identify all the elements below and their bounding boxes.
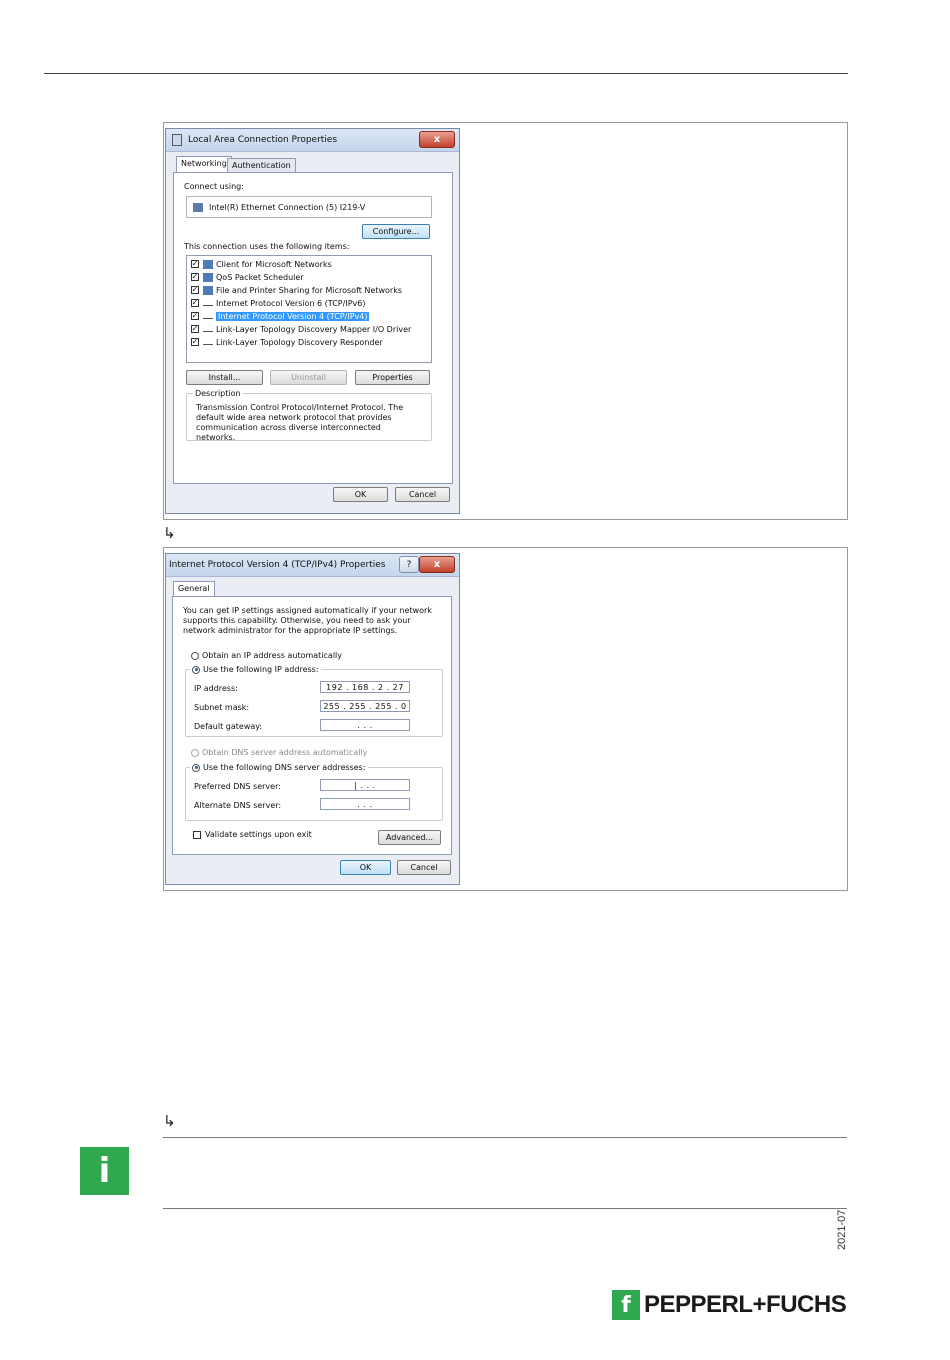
checkbox[interactable]: ✓ xyxy=(191,259,199,268)
note-rule-top xyxy=(163,1137,847,1138)
obtain-ip-option[interactable]: Obtain an IP address automatically xyxy=(191,651,342,660)
validate-option[interactable]: Validate settings upon exit xyxy=(193,830,312,839)
sharing-icon xyxy=(203,286,213,295)
subnet-mask-field[interactable]: 255 . 255 . 255 . 0 xyxy=(320,700,410,712)
configure-button[interactable]: Configure... xyxy=(362,224,430,239)
checkbox[interactable] xyxy=(193,831,201,839)
checkbox[interactable]: ✓ xyxy=(191,324,199,333)
tab-panel xyxy=(173,172,453,484)
ip-address-field[interactable]: 192 . 168 . 2 . 27 xyxy=(320,681,410,693)
preferred-dns-label: Preferred DNS server: xyxy=(194,782,281,791)
list-item[interactable]: ✓ Client for Microsoft Networks xyxy=(191,259,332,269)
alternate-dns-field[interactable]: . . . xyxy=(320,798,410,810)
title-bar xyxy=(166,129,459,152)
tab-general[interactable]: General xyxy=(173,581,215,598)
result-arrow: ↳ xyxy=(163,1112,176,1130)
adapter-icon xyxy=(193,203,203,212)
note-rule-bottom xyxy=(163,1208,847,1209)
header-rule xyxy=(44,73,848,74)
adapter-name: Intel(R) Ethernet Connection (5) I219-V xyxy=(209,202,366,212)
protocol-icon xyxy=(203,326,213,332)
list-item-selected[interactable]: ✓ Internet Protocol Version 4 (TCP/IPv4) xyxy=(191,311,368,321)
radio-button[interactable] xyxy=(191,749,199,757)
list-item[interactable]: ✓ File and Printer Sharing for Microsoft Networks xyxy=(191,285,402,295)
dialog-title: Local Area Connection Properties xyxy=(188,135,338,145)
ipv4-properties-dialog xyxy=(165,553,460,885)
date-code: 2021-07 xyxy=(836,1209,848,1250)
description-text: Transmission Control Protocol/Internet Protocol. The default wide area network protocol that provides communication across diverse interconnected networks. xyxy=(196,403,404,442)
ok-button[interactable]: OK xyxy=(340,860,391,875)
cancel-button[interactable]: Cancel xyxy=(395,487,450,502)
dns-group xyxy=(185,763,443,821)
radio-button[interactable] xyxy=(192,764,200,772)
tab-networking[interactable]: Networking xyxy=(176,156,232,173)
items-list xyxy=(186,255,432,363)
description-group xyxy=(186,389,432,442)
checkbox[interactable]: ✓ xyxy=(191,298,199,307)
checkbox[interactable]: ✓ xyxy=(191,337,199,346)
client-icon xyxy=(203,260,213,269)
advanced-button[interactable]: Advanced... xyxy=(378,830,441,845)
protocol-icon xyxy=(203,300,213,306)
close-button[interactable]: x xyxy=(419,131,455,148)
ok-button[interactable]: OK xyxy=(333,487,388,502)
lan-properties-dialog xyxy=(165,128,460,514)
scheduler-icon xyxy=(203,273,213,282)
result-arrow: ↳ xyxy=(163,524,176,542)
help-button[interactable]: ? xyxy=(399,556,419,573)
tab-authentication[interactable]: Authentication xyxy=(227,158,296,173)
install-button[interactable]: Install... xyxy=(186,370,263,385)
preferred-dns-field[interactable]: | . . . xyxy=(320,779,410,791)
gateway-label: Default gateway: xyxy=(194,722,263,731)
checkbox[interactable]: ✓ xyxy=(191,285,199,294)
protocol-icon xyxy=(203,339,213,345)
obtain-dns-option[interactable]: Obtain DNS server address automatically xyxy=(191,748,367,757)
tab-panel xyxy=(172,596,452,855)
use-ip-option[interactable]: Use the following IP address: xyxy=(190,665,321,674)
ip-group xyxy=(185,665,443,737)
default-gateway-field[interactable]: . . . xyxy=(320,719,410,731)
uninstall-button[interactable]: Uninstall xyxy=(270,370,347,385)
properties-button[interactable]: Properties xyxy=(355,370,430,385)
list-item[interactable]: ✓ QoS Packet Scheduler xyxy=(191,272,304,282)
network-icon xyxy=(172,134,182,146)
pf-logo-mark: f xyxy=(612,1290,640,1320)
subnet-label: Subnet mask: xyxy=(194,703,250,712)
brand-name: PEPPERL+FUCHS xyxy=(644,1291,847,1318)
alternate-dns-label: Alternate DNS server: xyxy=(194,801,282,810)
items-label: This connection uses the following items: xyxy=(184,242,350,251)
checkbox[interactable]: ✓ xyxy=(191,272,199,281)
adapter-box xyxy=(186,196,432,218)
radio-button[interactable] xyxy=(191,652,199,660)
cancel-button[interactable]: Cancel xyxy=(397,860,451,875)
use-dns-option[interactable]: Use the following DNS server addresses: xyxy=(190,763,368,772)
description-label: Description xyxy=(195,389,241,398)
dialog-title: Internet Protocol Version 4 (TCP/IPv4) Properties xyxy=(169,560,386,570)
list-item[interactable]: ✓ Link-Layer Topology Discovery Responder xyxy=(191,337,383,347)
brand-logo xyxy=(612,1290,846,1320)
intro-text: You can get IP settings assigned automatically if your network supports this capability. Otherwise, you need to ask your network administrator for the appropriate IP settings. xyxy=(183,606,432,635)
close-button[interactable]: x xyxy=(419,556,455,573)
info-icon: i xyxy=(80,1147,129,1195)
ip-label: IP address: xyxy=(194,684,238,693)
title-bar xyxy=(166,554,459,577)
connect-using-label: Connect using: xyxy=(184,182,244,191)
checkbox[interactable]: ✓ xyxy=(191,311,199,320)
protocol-icon xyxy=(203,313,213,319)
list-item[interactable]: ✓ Link-Layer Topology Discovery Mapper I/O Driver xyxy=(191,324,412,334)
list-item[interactable]: ✓ Internet Protocol Version 6 (TCP/IPv6) xyxy=(191,298,366,308)
radio-button[interactable] xyxy=(192,666,200,674)
